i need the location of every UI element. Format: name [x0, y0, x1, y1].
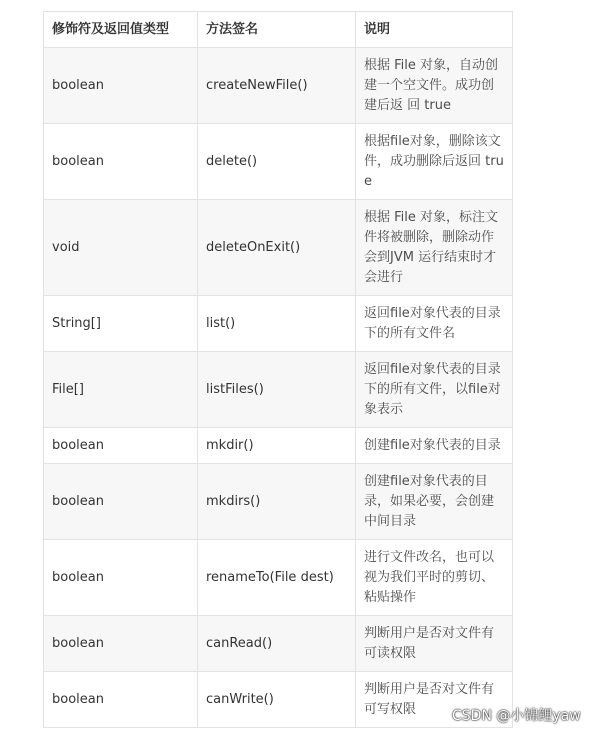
cell-description: 进行文件改名，也可以视为我们平时的剪切、粘贴操作: [356, 540, 513, 616]
cell-description: 根据 File 对象，自动创建一个空文件。成功创建后返 回 true: [356, 48, 513, 124]
table-row: [44, 124, 513, 200]
cell-description: 判断用户是否对文件有可读权限: [356, 616, 513, 672]
cell-method: canWrite(): [198, 672, 356, 728]
table-row: [44, 672, 513, 728]
cell-description: 根据file对象，删除该文件，成功删除后返回 true: [356, 124, 513, 200]
cell-description: 创建file对象代表的目录，如果必要，会创建中间目录: [356, 464, 513, 540]
cell-method: canRead(): [198, 616, 356, 672]
csdn-watermark: CSDN @小锦鲤yaw: [452, 708, 581, 724]
cell-return-type: boolean: [44, 616, 198, 672]
cell-return-type: boolean: [44, 672, 198, 728]
cell-method: mkdir(): [198, 428, 356, 464]
cell-return-type: boolean: [44, 464, 198, 540]
table-row: [44, 540, 513, 616]
cell-description: 根据 File 对象，标注文件将被删除，删除动作会到JVM 运行结束时才会进行: [356, 200, 513, 296]
cell-method: createNewFile(): [198, 48, 356, 124]
cell-return-type: File[]: [44, 352, 198, 428]
table-row: [44, 352, 513, 428]
header-description: 说明: [356, 12, 513, 48]
table-row: [44, 464, 513, 540]
cell-return-type: boolean: [44, 428, 198, 464]
cell-return-type: boolean: [44, 540, 198, 616]
cell-return-type: void: [44, 200, 198, 296]
table-row: [44, 48, 513, 124]
table-row: [44, 428, 513, 464]
cell-method: renameTo(File dest): [198, 540, 356, 616]
cell-description: 判断用户是否对文件有可写权限: [356, 672, 513, 728]
table-row: [44, 296, 513, 352]
header-return-type: 修饰符及返回值类型: [44, 12, 198, 48]
header-method-signature: 方法签名: [198, 12, 356, 48]
cell-method: mkdirs(): [198, 464, 356, 540]
table-header-row: [44, 12, 513, 48]
cell-return-type: String[]: [44, 296, 198, 352]
cell-return-type: boolean: [44, 124, 198, 200]
cell-method: delete(): [198, 124, 356, 200]
file-methods-table: [43, 11, 513, 728]
methods-table-container: [43, 11, 513, 728]
table-row: [44, 616, 513, 672]
cell-description: 创建file对象代表的目录: [356, 428, 513, 464]
cell-method: deleteOnExit(): [198, 200, 356, 296]
cell-description: 返回file对象代表的目录下的所有文件，以file对象表示: [356, 352, 513, 428]
table-row: [44, 200, 513, 296]
cell-return-type: boolean: [44, 48, 198, 124]
cell-description: 返回file对象代表的目录下的所有文件名: [356, 296, 513, 352]
cell-method: listFiles(): [198, 352, 356, 428]
cell-method: list(): [198, 296, 356, 352]
